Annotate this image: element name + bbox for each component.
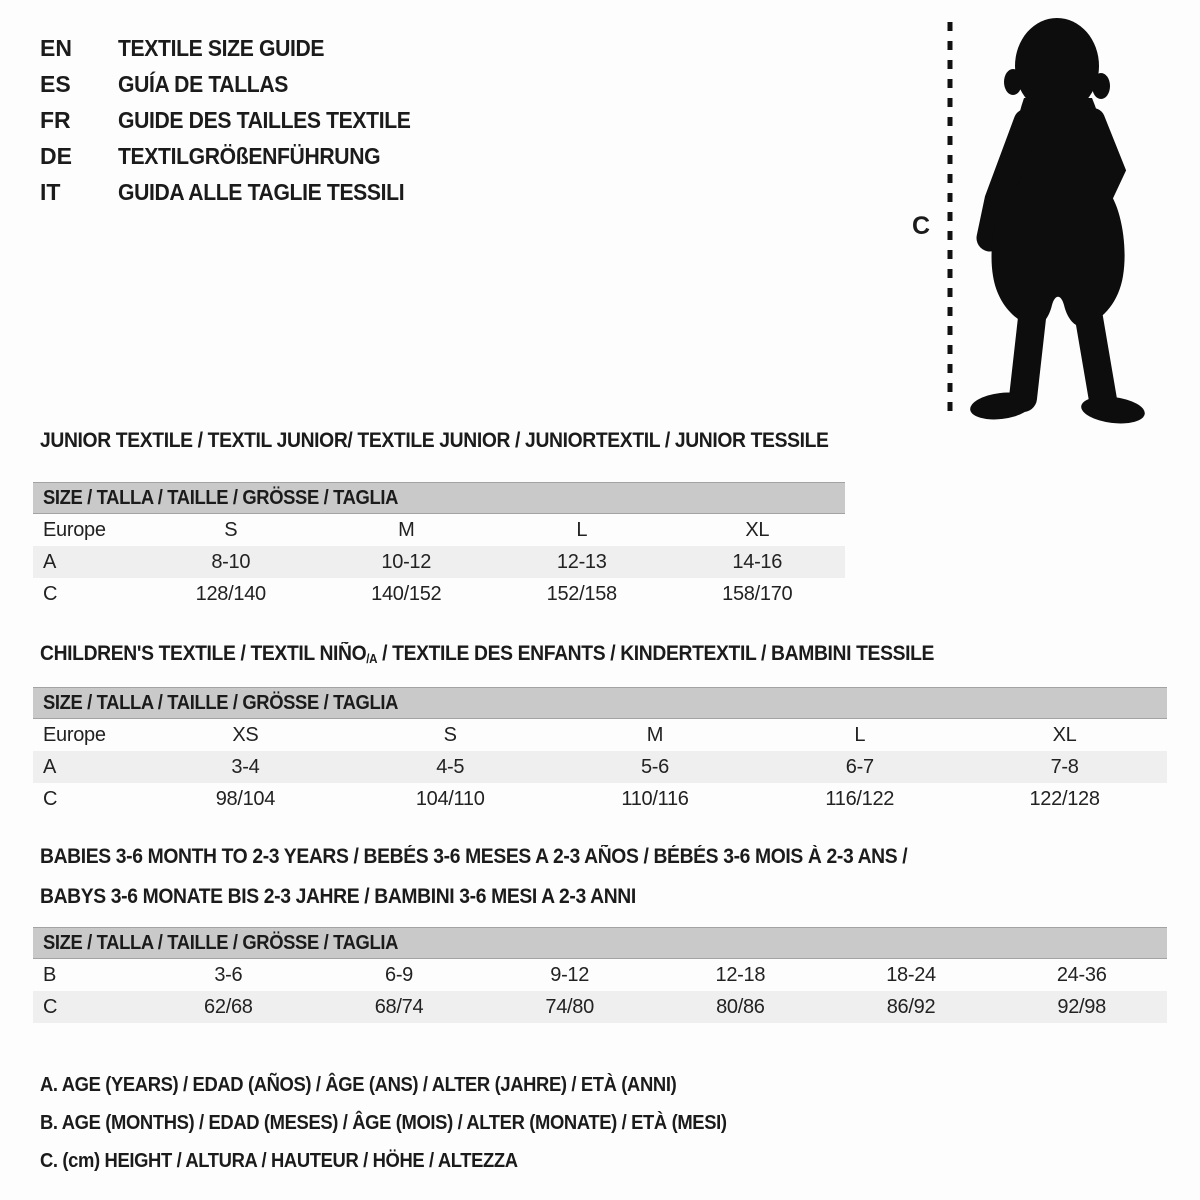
- table-row: [33, 546, 845, 578]
- babies-size-table: [33, 927, 1167, 1023]
- size-cell: XS: [232, 724, 259, 746]
- lang-code: EN: [40, 34, 72, 61]
- height-cell: 68/74: [374, 996, 424, 1018]
- height-cell: 74/80: [545, 996, 594, 1018]
- age-cell: 5-6: [640, 756, 669, 778]
- table-row: [33, 783, 1167, 815]
- table-row: [33, 719, 1167, 751]
- age-cell: 14-16: [732, 551, 783, 573]
- height-cell: 62/68: [204, 996, 253, 1018]
- toddler-body: [969, 18, 1147, 427]
- lang-title: TEXTILGRÖßENFÜHRUNG: [118, 142, 381, 169]
- size-cell: S: [443, 724, 457, 746]
- language-title-list: [40, 30, 436, 210]
- lang-row-it: [40, 174, 436, 210]
- children-section-title: CHILDREN'S TEXTILE / TEXTIL $NIÑO_{/A}$ / TEXTILE DES ENFANTS / KINDERTEXTIL / BAMBINI TESSILE: [40, 642, 935, 667]
- row-label: C: [43, 996, 58, 1018]
- size-cell: M: [646, 724, 664, 746]
- size-cell: S: [224, 519, 238, 541]
- lang-code: ES: [40, 70, 71, 97]
- height-cell: 116/122: [825, 788, 895, 810]
- size-header-band: SIZE / TALLA / TAILLE / GRÖSSE / TAGLIA: [33, 927, 1167, 959]
- row-label: Europe: [43, 519, 106, 541]
- lang-code: DE: [40, 142, 72, 169]
- table-row: [33, 991, 1167, 1023]
- size-cell: M: [398, 519, 415, 541]
- children-size-table: [33, 687, 1167, 815]
- height-cell: 128/140: [195, 583, 266, 605]
- junior-section-title: JUNIOR TEXTILE / TEXTIL JUNIOR/ TEXTILE JUNIOR / JUNIORTEXTIL / JUNIOR TESSILE: [40, 429, 829, 452]
- months-cell: 18-24: [886, 964, 936, 986]
- lang-row-es: [40, 66, 436, 102]
- height-cell: 140/152: [371, 583, 442, 605]
- age-cell: 4-5: [436, 756, 465, 778]
- measurement-legend: [40, 1066, 786, 1180]
- lang-title: GUÍA DE TALLAS: [118, 70, 288, 97]
- table-row: [33, 578, 845, 610]
- size-cell: XL: [1052, 724, 1077, 746]
- size-header-band: SIZE / TALLA / TAILLE / GRÖSSE / TAGLIA: [33, 482, 845, 514]
- lang-code: FR: [40, 106, 71, 133]
- height-measure-label: C: [912, 212, 931, 240]
- legend-line-c: C. (cm) HEIGHT / ALTURA / HAUTEUR / HÖHE / ALTEZZA: [40, 1150, 518, 1172]
- age-cell: 3-4: [231, 756, 260, 778]
- size-cell: XL: [745, 519, 770, 541]
- row-label: C: [43, 583, 58, 605]
- height-cell: 104/110: [415, 788, 485, 810]
- toddler-silhouette-figure: [900, 0, 1200, 430]
- row-label: C: [43, 788, 58, 810]
- row-label: A: [43, 756, 57, 778]
- nino-a-subscript: /A: [366, 652, 378, 667]
- legend-line-a: A. AGE (YEARS) / EDAD (AÑOS) / ÂGE (ANS) / ALTER (JAHRE) / ETÀ (ANNI): [40, 1074, 677, 1096]
- height-cell: 110/116: [621, 788, 689, 810]
- months-cell: 9-12: [550, 964, 590, 986]
- lang-row-fr: [40, 102, 436, 138]
- age-cell: 10-12: [381, 551, 432, 573]
- lang-title: GUIDA ALLE TAGLIE TESSILI: [118, 178, 405, 205]
- height-cell: 152/158: [546, 583, 617, 605]
- row-label: Europe: [43, 724, 106, 746]
- age-cell: 12-13: [556, 551, 607, 573]
- row-label: A: [43, 551, 57, 573]
- age-cell: 8-10: [211, 551, 251, 573]
- lang-row-en: [40, 30, 436, 66]
- table-row: [33, 751, 1167, 783]
- height-cell: 92/98: [1057, 996, 1106, 1018]
- babies-section-title-line2: BABYS 3-6 MONATE BIS 2-3 JAHRE / BAMBINI 3-6 MESI A 2-3 ANNI: [40, 885, 636, 908]
- months-cell: 24-36: [1056, 964, 1107, 986]
- table-row: [33, 514, 845, 546]
- age-cell: 7-8: [1050, 756, 1079, 778]
- size-cell: L: [854, 724, 866, 746]
- height-cell: 80/86: [716, 996, 765, 1018]
- months-cell: 12-18: [715, 964, 766, 986]
- row-label: B: [43, 964, 57, 986]
- toddler-silhouette-icon: [900, 0, 1200, 430]
- junior-size-table: [33, 482, 845, 610]
- months-cell: 3-6: [214, 964, 243, 986]
- months-cell: 6-9: [385, 964, 414, 986]
- height-cell: 158/170: [722, 583, 793, 605]
- size-header-band: SIZE / TALLA / TAILLE / GRÖSSE / TAGLIA: [33, 687, 1167, 719]
- age-cell: 6-7: [845, 756, 874, 778]
- lang-row-de: [40, 138, 436, 174]
- height-cell: 86/92: [886, 996, 936, 1018]
- legend-line-b: B. AGE (MONTHS) / EDAD (MESES) / ÂGE (MOIS) / ALTER (MONATE) / ETÀ (MESI): [40, 1112, 727, 1134]
- height-cell: 122/128: [1029, 788, 1100, 810]
- lang-title: GUIDE DES TAILLES TEXTILE: [118, 106, 411, 133]
- lang-code: IT: [40, 178, 61, 205]
- size-cell: L: [576, 519, 588, 541]
- table-row: [33, 959, 1167, 991]
- lang-title: TEXTILE SIZE GUIDE: [118, 34, 325, 61]
- babies-section-title-line1: BABIES 3-6 MONTH TO 2-3 YEARS / BEBÉS 3-6 MESES A 2-3 AÑOS / BÉBÉS 3-6 MOIS À 2-3 ANS /: [40, 845, 908, 868]
- height-cell: 98/104: [215, 788, 276, 810]
